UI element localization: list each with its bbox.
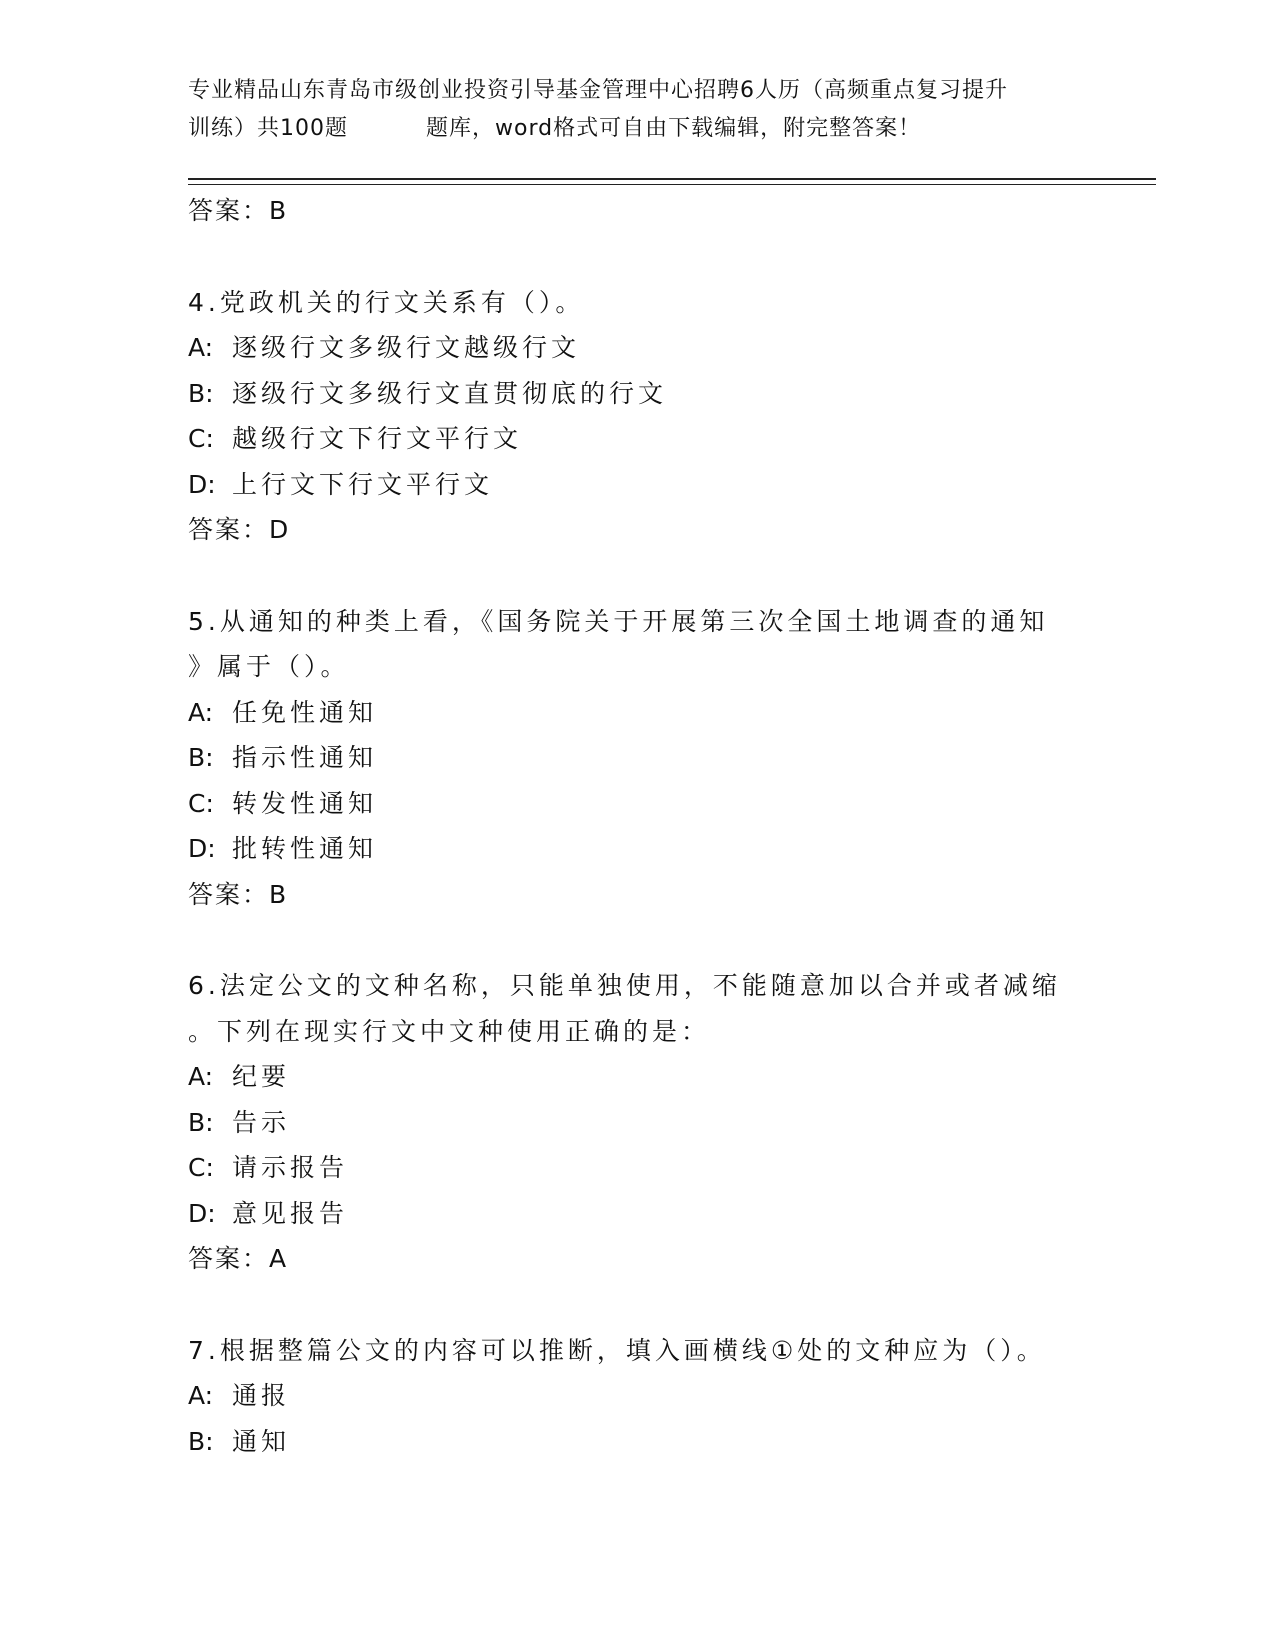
option-letter: B: [188,1426,214,1456]
question-block-4 [188,280,1088,553]
option-text: 任免性通知 [232,697,378,727]
option-b [188,1419,1088,1465]
header-title-line-2 [188,110,1088,148]
option-letter: A: [188,1062,214,1091]
option-letter: D: [188,1198,216,1228]
question-stem-continued: 》属于（）。 [188,652,350,681]
header-title-line-1: 专业精品山东青岛市级创业投资引导基金管理中心招聘6人历（高频重点复习提升 [188,78,1008,103]
option-letter: C: [188,424,214,453]
answer-line: 答案：D [188,515,291,544]
option-text: 越级行文下行文平行文 [232,424,523,453]
header-title-line-2-left: 训练）共100题 [188,116,348,141]
option-b [188,1100,1088,1146]
question-stem: 4.党政机关的行文关系有（）。 [188,287,585,317]
header-divider-thin [188,184,1156,185]
option-text: 批转性通知 [232,834,378,863]
option-letter: A: [188,697,214,727]
header-divider-thick [188,178,1156,180]
option-d [188,826,1088,872]
question-stem-continued: 。下列在现实行文中文种使用正确的是： [188,1016,711,1046]
option-text: 意见报告 [232,1198,349,1228]
question-stem: 5.从通知的种类上看，《国务院关于开展第三次全国土地调查的通知 [188,606,1049,636]
question-block-6 [188,963,1088,1282]
option-text: 转发性通知 [232,788,378,818]
option-a [188,1373,1088,1419]
option-text: 通报 [232,1381,291,1410]
option-c [188,781,1088,827]
question-list [188,188,1088,1464]
question-block-5 [188,599,1088,918]
option-text: 上行文下行文平行文 [232,469,494,499]
option-a [188,1054,1088,1100]
option-c [188,416,1088,462]
option-b [188,371,1088,417]
option-text: 告示 [232,1107,291,1137]
option-letter: D: [188,834,216,863]
page-header [188,72,1088,148]
question-stem: 7.根据整篇公文的内容可以推断，填入画横线①处的文种应为（）。 [188,1335,1046,1365]
question-stem: 6.法定公文的文种名称，只能单独使用，不能随意加以合并或者减缩 [188,971,1061,1000]
option-letter: C: [188,1153,214,1182]
previous-answer: 答案：B [188,196,289,225]
option-letter: A: [188,1381,214,1410]
question-block-7 [188,1328,1088,1465]
option-text: 纪要 [232,1062,291,1091]
option-text: 指示性通知 [232,743,378,772]
header-title-line-2-right: 题库，word格式可自由下载编辑，附完整答案！ [426,116,922,141]
option-letter: A: [188,333,214,362]
option-d [188,462,1088,508]
answer-line: 答案：A [188,1244,289,1273]
option-text: 通知 [232,1426,291,1456]
option-a [188,690,1088,736]
option-text: 请示报告 [232,1153,349,1182]
option-letter: B: [188,378,214,408]
option-text: 逐级行文多级行文越级行文 [232,333,581,362]
option-letter: B: [188,1107,214,1137]
option-d [188,1191,1088,1237]
option-b [188,735,1088,781]
option-a [188,325,1088,371]
answer-line: 答案：B [188,879,289,909]
option-letter: B: [188,743,214,772]
option-text: 逐级行文多级行文直贯彻底的行文 [232,378,668,408]
option-c [188,1145,1088,1191]
option-letter: D: [188,469,216,499]
option-letter: C: [188,788,214,818]
